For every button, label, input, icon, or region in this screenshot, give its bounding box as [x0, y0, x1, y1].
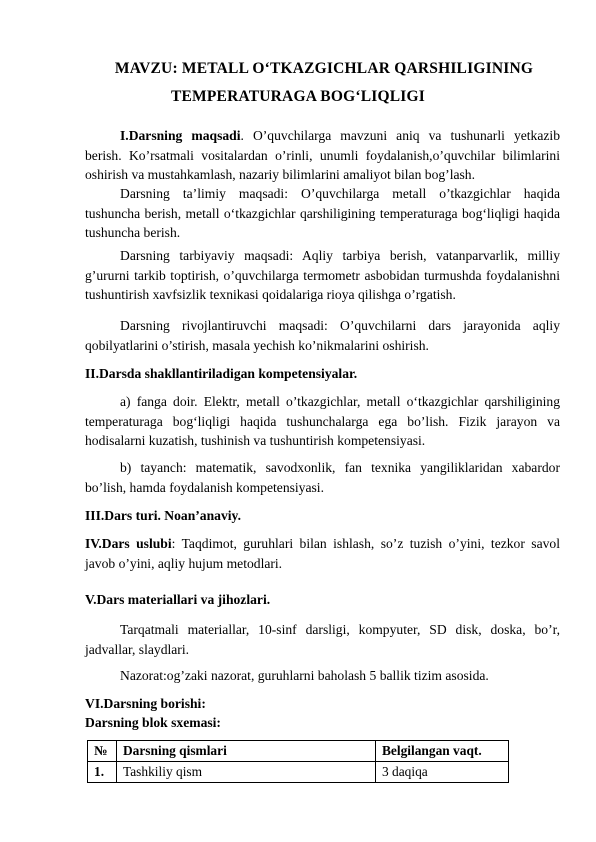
- block-scheme-heading: Darsning blok sxemasi:: [85, 715, 221, 730]
- materials-list: Tarqatmali materiallar, 10-sinf darsligi, kompyuter, SD disk, doska, bo’r, jadvallar, slaydlari.: [85, 622, 560, 657]
- control-text: Nazorat:og’zaki nazorat, guruhlarni baholash 5 ballik tizim asosida.: [120, 668, 489, 683]
- row-number: 1.: [88, 762, 117, 783]
- competency-b: b) tayanch: matematik, savodxonlik, fan texnika yangiliklaridan xabardor bo’lish, hamda foydalanish kompetensiyasi.: [85, 460, 560, 495]
- row-time: 3 daqiqa: [376, 762, 509, 783]
- header-parts: Darsning qismlari: [117, 741, 376, 762]
- teaching-goal: Darsning ta’limiy maqsadi: O’quvchilarga metall o’tkazgichlar haqida tushuncha berish, metall o‘tkazgichlar qarshiligining temperaturaga bog‘liqligi haqida tushuncha berish.: [85, 186, 560, 241]
- header-time: Belgilangan vaqt.: [376, 741, 509, 762]
- table-row: [88, 762, 509, 783]
- competencies-heading: II.Darsda shakllantiriladigan kompetensiyalar.: [85, 366, 358, 381]
- procedure-heading: VI.Darsning borishi:: [85, 696, 206, 711]
- header-number: №: [88, 741, 117, 762]
- title-line-1: MAVZU: METALL O‘TKAZGICHLAR QARSHILIGINING: [114, 60, 534, 77]
- developmental-goal: Darsning rivojlantiruvchi maqsadi: O’quvchilarni dars jarayonida aqliy qobilyatlarini o’stirish, masala yechish ko’nikmalarini oshirish.: [85, 318, 560, 353]
- educational-goal: [85, 126, 560, 185]
- lesson-method: [85, 534, 560, 573]
- lesson-block-table: [87, 740, 509, 783]
- lesson-method-label: IV.Dars uslubi: [85, 536, 172, 551]
- lesson-type: III.Dars turi. Noan’anaviy.: [85, 508, 241, 523]
- table-header-row: [88, 741, 509, 762]
- materials-heading: V.Dars materiallari va jihozlari.: [85, 592, 271, 607]
- competency-a: a) fanga doir. Elektr, metall o’tkazgichlar, metall o‘tkazgichlar qarshiligining temperaturaga bog‘liqligi haqida tushunchalarga ega bo’lish. Fizik jarayon va hodisalarni kuzatish, tushinish va tushuntirish kompetensiyasi.: [85, 394, 560, 449]
- lesson-method-text: : Taqdimot, guruhlari bilan ishlash, so’z tuzish o’yini, tezkor savol javob o’yini, aqliy hujum metodlari.: [85, 536, 560, 571]
- title-line-2: TEMPERATURAGA BOG‘LIQLIGI: [170, 88, 426, 105]
- row-part: Tashkiliy qism: [117, 762, 376, 783]
- educational-goal-label: I.Darsning maqsadi: [120, 128, 241, 143]
- upbringing-goal: Darsning tarbiyaviy maqsadi: Aqliy tarbiya berish, vatanparvarlik, milliy g’ururni tarkib toptirish, o’quvchilarga termometr asbobidan turmushda foydalanishni tushuntirish xavfsizlik texnikasi qoidalariga rioya qilishga o’rgatish.: [85, 248, 560, 303]
- educational-goal-text: . O’quvchilarga mavzuni aniq va tushunarli yetkazib berish. Ko’rsatmali vositalardan o’rinli, unumli foydalanish,o’quvchilar bilimlarini oshirish va mustahkamlash, nazariy bilimlarini amaliyot bilan bog’lash.: [85, 128, 560, 183]
